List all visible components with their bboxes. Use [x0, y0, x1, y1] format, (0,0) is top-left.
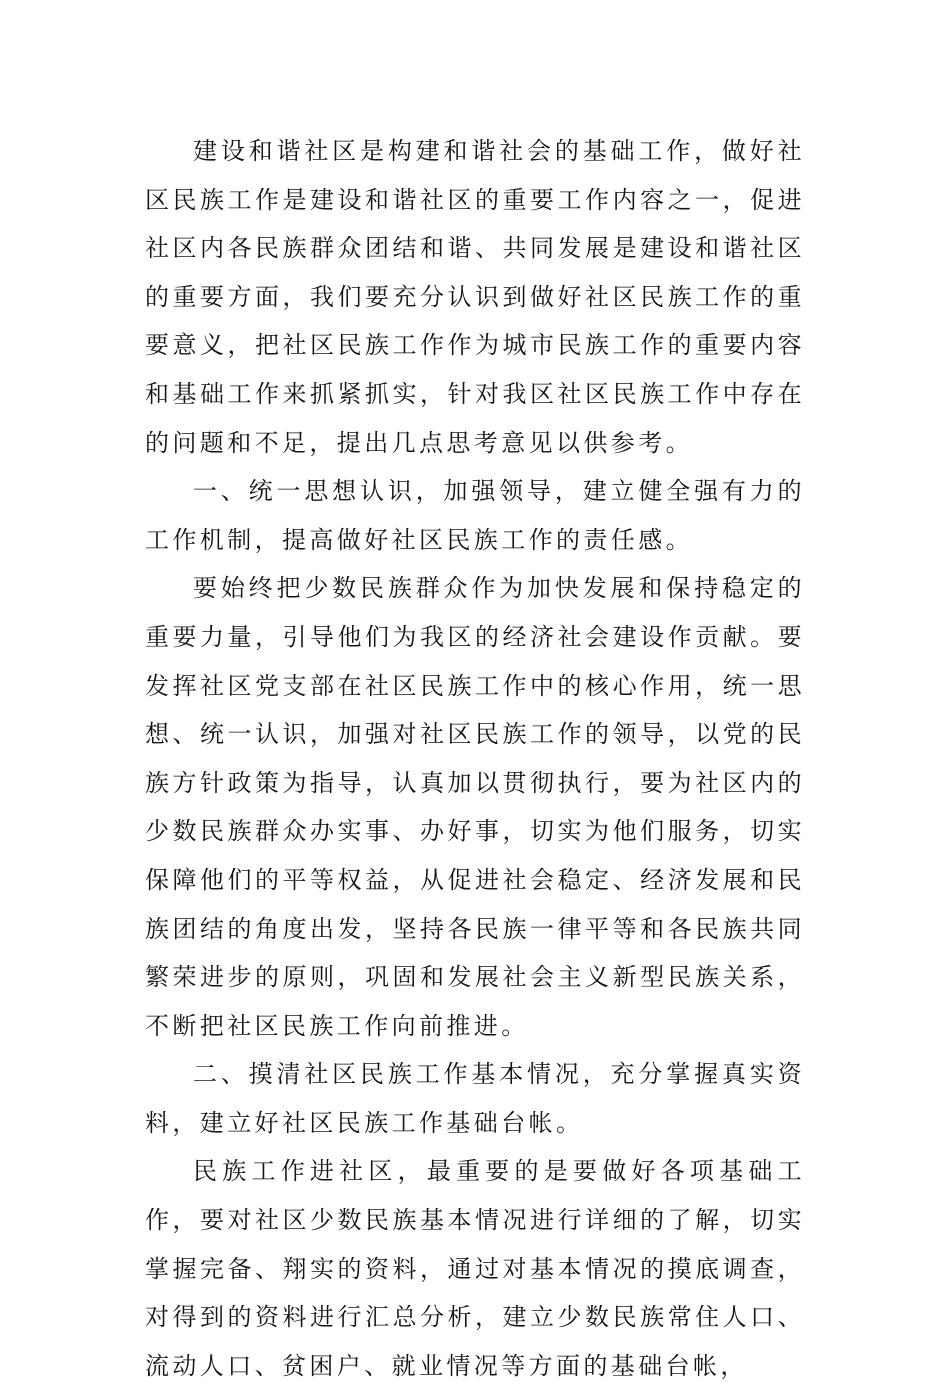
heading-section-1: 一、统一思想认识，加强领导，建立健全强有力的工作机制，提高做好社区民族工作的责任感。 [145, 477, 805, 554]
paragraph-section-2: 民族工作进社区，最重要的是要做好各项基础工作，要对社区少数民族基本情况进行详细的了解，切实掌握完备、翔实的资料，通过对基本情况的摸底调查，对得到的资料进行汇总分析，建立少数民族常住人口、流动人口、贫困户、就业情况等方面的基础台帐， [145, 1157, 805, 1380]
paragraph-intro: 建设和谐社区是构建和谐社会的基础工作，做好社区民族工作是建设和谐社区的重要工作内容之一，促进社区内各民族群众团结和谐、共同发展是建设和谐社区的重要方面，我们要充分认识到做好社区民族工作的重要意义，把社区民族工作作为城市民族工作的重要内容和基础工作来抓紧抓实，针对我区社区民族工作中存在的问题和不足，提出几点思考意见以供参考。 [145, 137, 805, 457]
heading-section-2: 二、摸清社区民族工作基本情况，充分掌握真实资料，建立好社区民族工作基础台帐。 [145, 1060, 805, 1137]
paragraph-section-1: 要始终把少数民族群众作为加快发展和保持稳定的重要力量，引导他们为我区的经济社会建设作贡献。要发挥社区党支部在社区民族工作中的核心作用，统一思想、统一认识，加强对社区民族工作的领导，以党的民族方针政策为指导，认真加以贯彻执行，要为社区内的少数民族群众办实事、办好事，切实为他们服务，切实保障他们的平等权益，从促进社会稳定、经济发展和民族团结的角度出发，坚持各民族一律平等和各民族共同繁荣进步的原则，巩固和发展社会主义新型民族关系，不断把社区民族工作向前推进。 [145, 574, 805, 1040]
document-body [145, 127, 805, 1390]
